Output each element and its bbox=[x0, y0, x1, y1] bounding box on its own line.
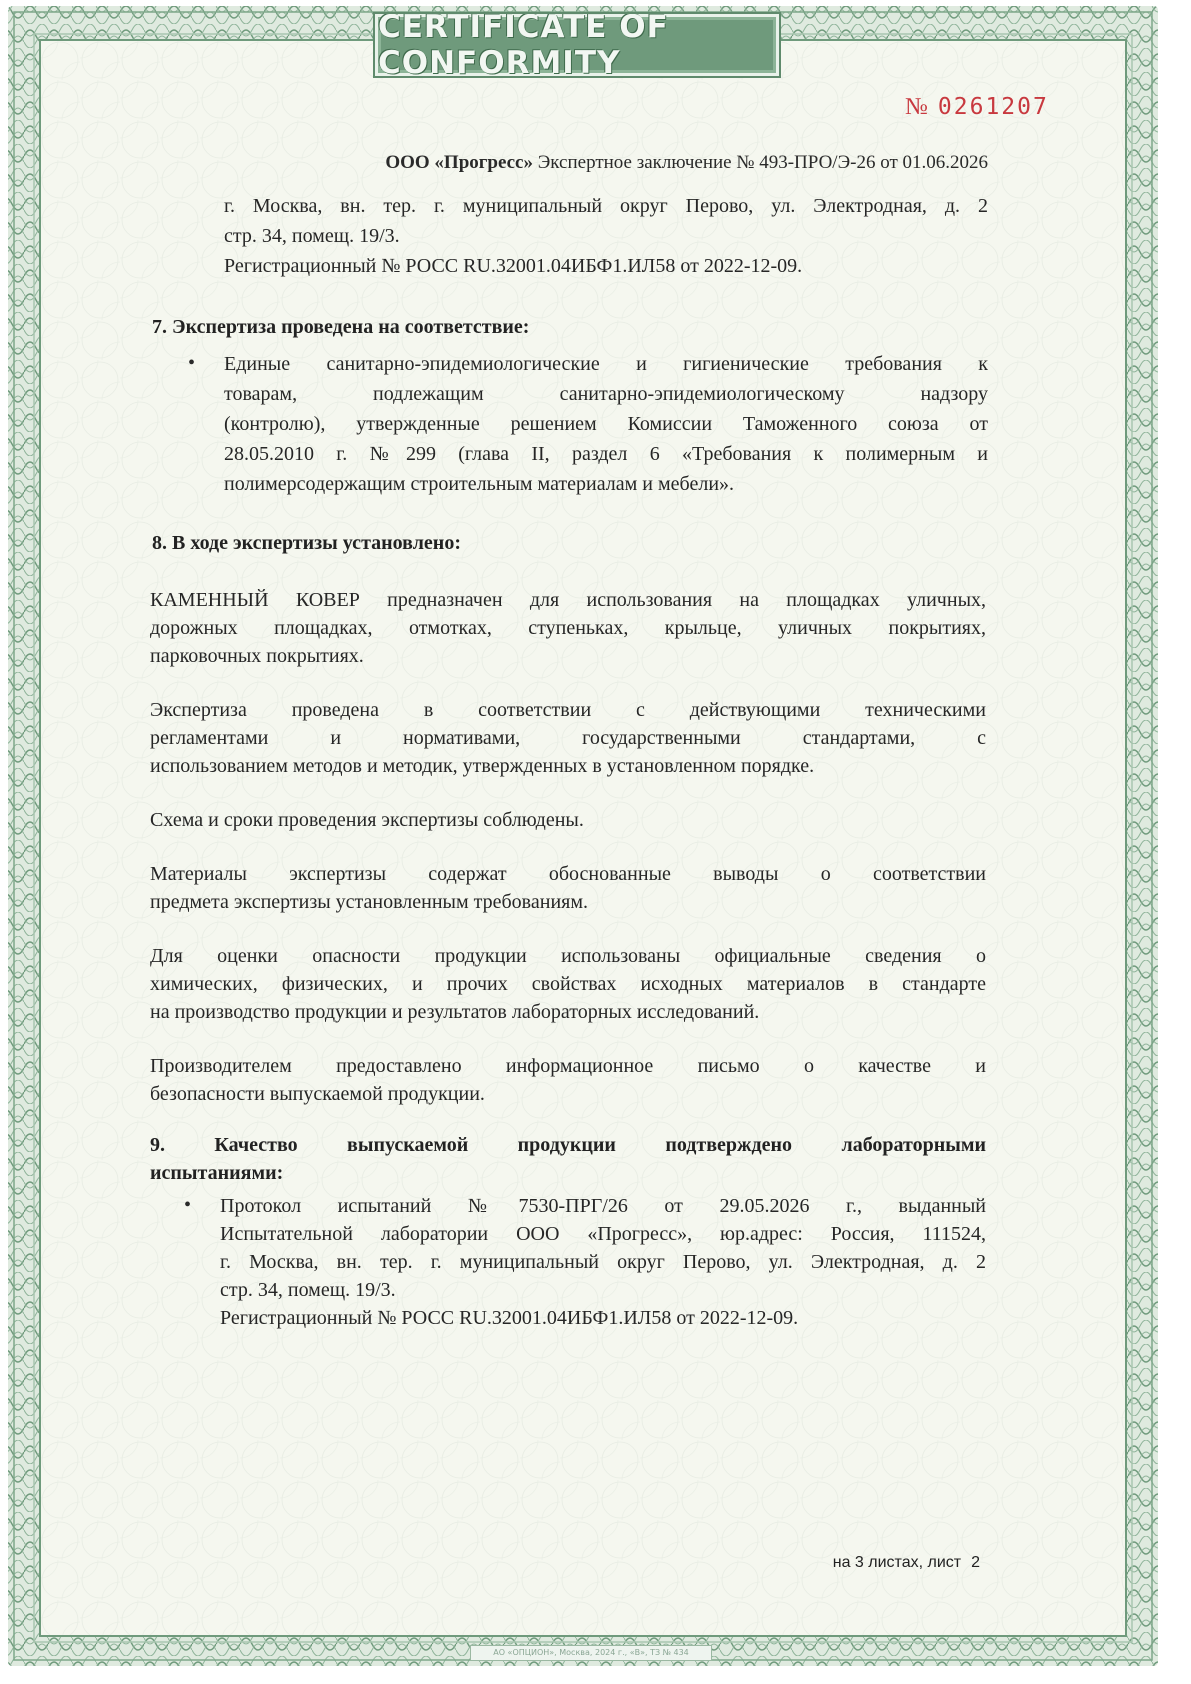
serial-number bbox=[905, 94, 1055, 121]
section-9-line: г. Москва, вн. тер. г. муниципальный округ Перово, ул. Электродная, д. 2 bbox=[220, 1251, 986, 1273]
section-8-paragraph-line: предмета экспертизы установленным требованиям. bbox=[150, 891, 588, 913]
section-8-paragraph-line: Материалы экспертизы содержат обоснованные выводы о соответствии bbox=[150, 863, 986, 885]
sheet-counter-text: на 3 листах, лист bbox=[832, 1554, 962, 1571]
page-number: 2 bbox=[971, 1554, 980, 1571]
section-8-paragraph-line: КАМЕННЫЙ КОВЕР предназначен для использования на площадках уличных, bbox=[150, 589, 986, 611]
section-8-heading: 8. В ходе экспертизы установлено: bbox=[152, 532, 461, 554]
section-7-line: (контролю), утвержденные решением Комиссии Таможенного союза от bbox=[224, 413, 988, 435]
section-9-line: стр. 34, помещ. 19/3. bbox=[220, 1279, 396, 1301]
section-8-paragraph-line: использованием методов и методик, утвержденных в установленном порядке. bbox=[150, 755, 815, 777]
section-9-bullet: • bbox=[184, 1194, 192, 1216]
section-7-bullet: • bbox=[188, 352, 196, 374]
section-8-paragraph-line: химических, физических, и прочих свойствах исходных материалов в стандарте bbox=[150, 973, 986, 995]
intro-line-3: Регистрационный № РОСС RU.32001.04ИБФ1.ИЛ58 от 2022-12-09. bbox=[224, 255, 803, 277]
section-7-heading: 7. Экспертиза проведена на соответствие: bbox=[152, 316, 530, 338]
section-8-paragraph-line: парковочных покрытиях. bbox=[150, 645, 364, 667]
section-9-line: Испытательной лаборатории ООО «Прогресс», юр.адрес: Россия, 111524, bbox=[220, 1223, 986, 1245]
section-8-paragraph-line: дорожных площадках, отмотках, ступеньках, крыльце, уличных покрытиях, bbox=[150, 617, 986, 639]
section-7-line: 28.05.2010 г. №299 (глава II, раздел 6 «Требования к полимерным и bbox=[224, 443, 988, 465]
intro-line-2: стр. 34, помещ. 19/3. bbox=[224, 225, 400, 247]
printer-imprint: АО «ОПЦИОН», Москва, 2024 г., «В», ТЗ № 434 bbox=[470, 1645, 712, 1661]
certificate-banner bbox=[375, 9, 779, 81]
header-reference: Экспертное заключение № 493-ПРО/Э-26 от 01.06.2026 bbox=[537, 152, 988, 173]
section-9-heading: 9. Качество выпускаемой продукции подтверждено лабораторными bbox=[150, 1134, 986, 1156]
section-8-paragraph-line: Для оценки опасности продукции использованы официальные сведения о bbox=[150, 945, 986, 967]
section-8-paragraph-line: Схема и сроки проведения экспертизы соблюдены. bbox=[150, 809, 584, 831]
section-8-paragraph-line: регламентами и нормативами, государственными стандартами, с bbox=[150, 727, 986, 749]
section-8-paragraph-line: на производство продукции и результатов лабораторных исследований. bbox=[150, 1001, 760, 1023]
section-9-line: Протокол испытаний №7530-ПРГ/26 от 29.05.2026 г., выданный bbox=[220, 1195, 986, 1217]
section-8-paragraph-line: Производителем предоставлено информационное письмо о качестве и bbox=[150, 1055, 986, 1077]
section-9-heading-cont: испытаниями: bbox=[150, 1162, 284, 1184]
section-8-paragraph-line: Экспертиза проведена в соответствии с действующими техническими bbox=[150, 699, 986, 721]
section-9-line: Регистрационный № РОСС RU.32001.04ИБФ1.ИЛ58 от 2022-12-09. bbox=[220, 1307, 799, 1329]
sheet-counter bbox=[800, 1554, 980, 1572]
serial-sign: № bbox=[905, 94, 930, 120]
document-header bbox=[324, 152, 988, 174]
section-7-line: товарам, подлежащим санитарно-эпидемиологическому надзору bbox=[224, 383, 988, 405]
banner-title: CERTIFICATE OF CONFORMITY bbox=[378, 9, 669, 81]
intro-line-1: г. Москва, вн. тер. г. муниципальный округ Перово, ул. Электродная, д. 2 bbox=[224, 195, 988, 217]
serial-value: 0261207 bbox=[937, 94, 1049, 120]
header-org: ООО «Прогресс» bbox=[385, 152, 533, 173]
section-7-line: полимерсодержащим строительным материалам и мебели». bbox=[224, 473, 735, 495]
section-7-line: Единые санитарно-эпидемиологические и гигиенические требования к bbox=[224, 353, 988, 375]
section-8-paragraph-line: безопасности выпускаемой продукции. bbox=[150, 1083, 485, 1105]
